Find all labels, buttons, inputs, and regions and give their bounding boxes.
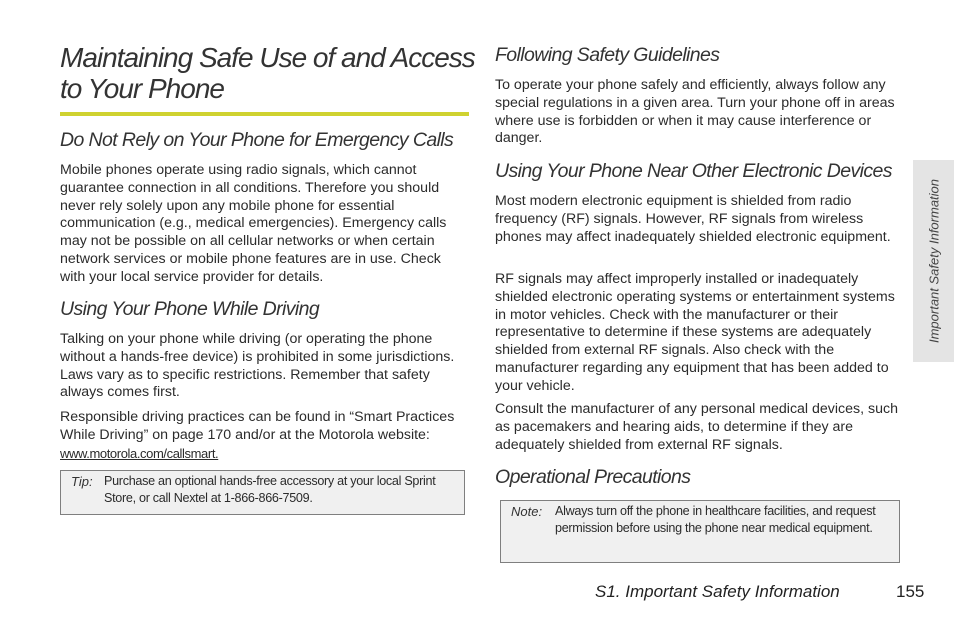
- note-label: Note:: [511, 504, 543, 519]
- heading-emergency-calls: Do Not Rely on Your Phone for Emergency Calls: [60, 129, 454, 151]
- page-title-line-2: to Your Phone: [60, 73, 224, 104]
- footer-section-title: S1. Important Safety Information: [595, 582, 840, 601]
- motorola-website-link[interactable]: www.motorola.com/callsmart.: [60, 445, 219, 461]
- heading-driving: Using Your Phone While Driving: [60, 298, 320, 320]
- heading-electronic-devices: Using Your Phone Near Other Electronic Devices: [495, 160, 892, 182]
- section-side-tab: [913, 160, 954, 362]
- paragraph-emergency-calls: Mobile phones operate using radio signals, which cannot guarantee connection in all conditions. Therefore you should never rely solely upon any mobile phone for essential communication (e.g., medical emergencies). Emergency calls may not be possible on all cellular networks or when certain network services or mobile phone features are in use. Check with your local service provider for details.: [60, 162, 447, 285]
- side-tab-label: Important Safety Information: [926, 178, 941, 344]
- page-title-line-1: Maintaining Safe Use of and Access: [60, 42, 475, 73]
- note-box: [500, 500, 900, 563]
- heading-safety-guidelines: Following Safety Guidelines: [495, 44, 720, 66]
- title-underline: [60, 112, 469, 116]
- paragraph-driving-2-text: Responsible driving practices can be found in “Smart Practices While Driving” on page 170 and/or at the Motorola website:: [60, 409, 455, 443]
- note-text: Always turn off the phone in healthcare facilities, and request permission before using the phone near medical equipment.: [555, 504, 876, 535]
- footer-page-number: 155: [896, 582, 925, 601]
- paragraph-safety-guidelines: To operate your phone safely and efficiently, always follow any special regulations in a given area. Turn your phone off in areas where use is forbidden or when it may cause interference or danger.: [495, 77, 895, 147]
- tip-label: Tip:: [71, 474, 93, 489]
- heading-operational-precautions: Operational Precautions: [495, 466, 691, 488]
- paragraph-driving-1: Talking on your phone while driving (or operating the phone without a hands-free device) is prohibited in some jurisdictions. Laws vary as to specific restrictions. Remember that safety always comes first.: [60, 331, 455, 401]
- paragraph-electronic-2: RF signals may affect improperly installed or inadequately shielded electronic operating systems or entertainment systems in motor vehicles. Check with the manufacturer or their representative to determine if these systems are adequately shielded from external RF signals. Also check with the manufacturer regarding any equipment that has been added to your vehicle.: [495, 271, 895, 394]
- page-title: [60, 42, 480, 104]
- paragraph-electronic-3: Consult the manufacturer of any personal medical devices, such as pacemakers and hearing aids, to determine if they are adequately shielded from external RF signals.: [495, 401, 898, 453]
- tip-text: Purchase an optional hands-free accessory at your local Sprint Store, or call Nextel at 1-866-866-7509.: [104, 474, 436, 505]
- paragraph-electronic-1: Most modern electronic equipment is shielded from radio frequency (RF) signals. However, RF signals from wireless phones may affect inadequately shielded electronic equipment.: [495, 193, 891, 245]
- paragraph-driving-2: [60, 409, 470, 463]
- tip-box: [60, 470, 465, 515]
